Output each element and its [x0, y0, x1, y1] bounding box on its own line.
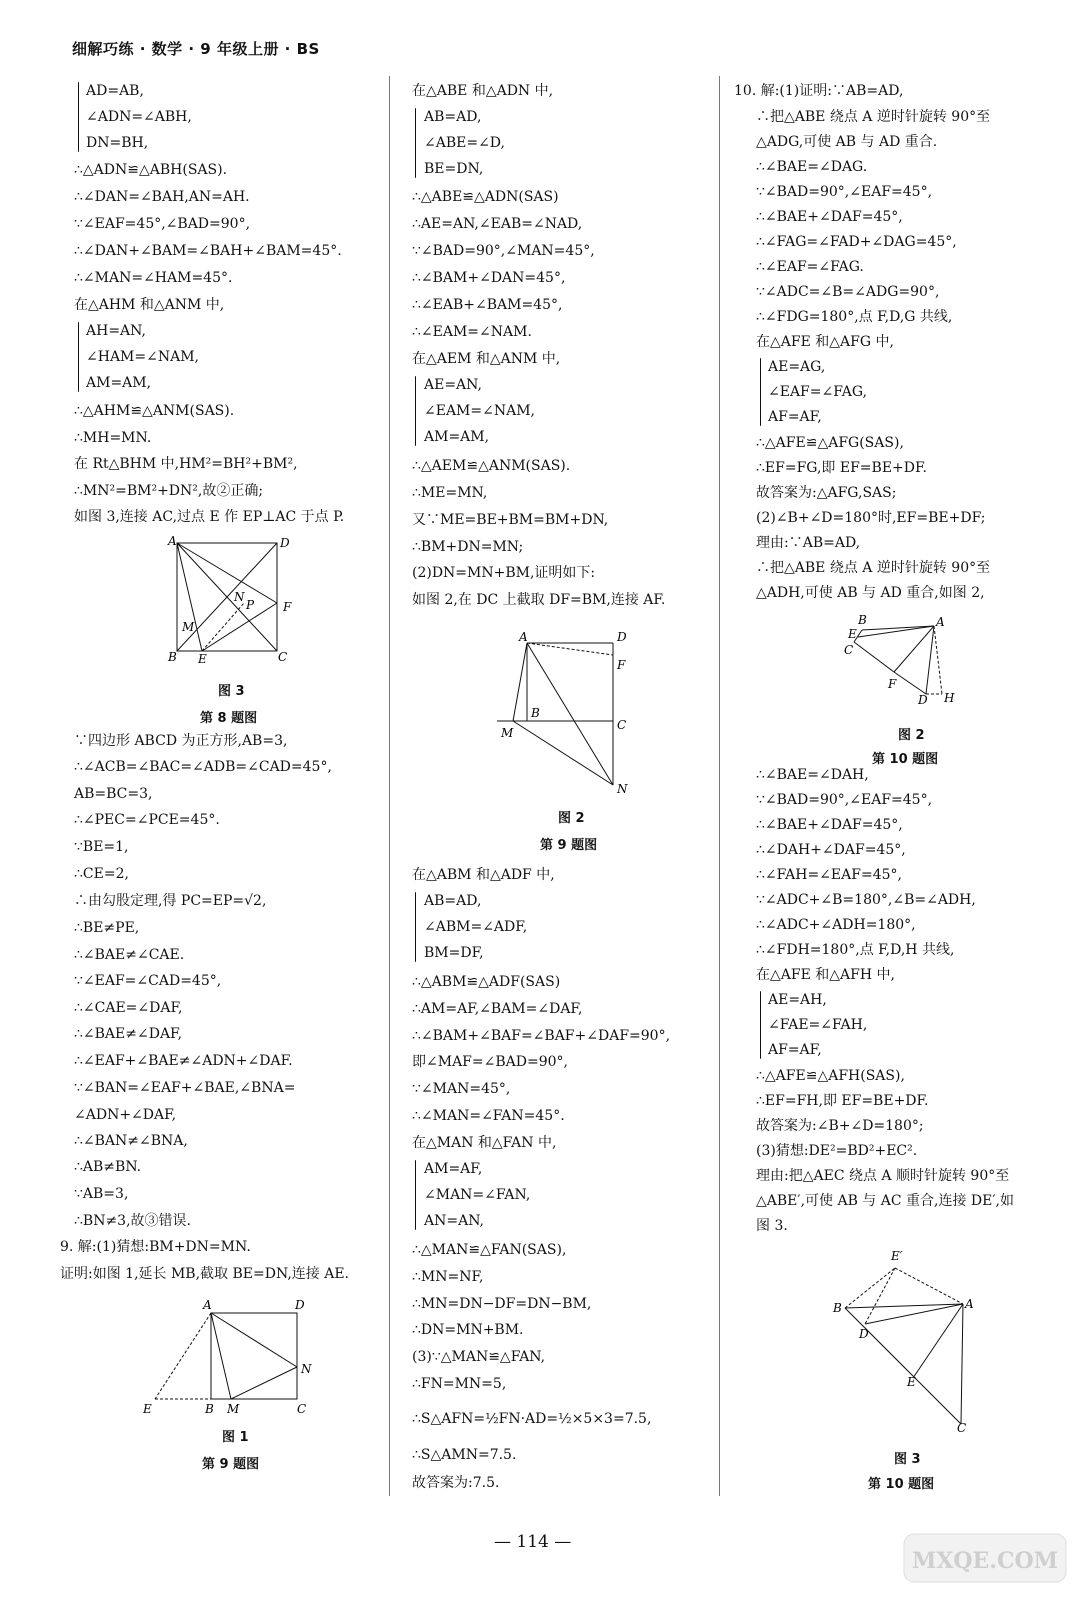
text-line: (2)∠B+∠D=180°时,EF=BE+DF; [756, 510, 986, 526]
text-line: 在△AEM 和△ANM 中, [412, 351, 561, 367]
text-line: (2)DN=MN+BM,证明如下: [412, 565, 596, 581]
text-line: (3)∵△MAN≌△FAN, [412, 1349, 546, 1365]
fig8-label-E: E [198, 652, 207, 665]
text-line: ∵∠BAN=∠EAF+∠BAE,∠BNA= [74, 1080, 296, 1096]
text-line: ∴∠DAH+∠DAF=45°, [756, 842, 906, 858]
text-line: 理由:把△AEC 绕点 A 顺时针旋转 90°至 [756, 1168, 1010, 1184]
text-line: ∴EF=FG,即 EF=BE+DF. [756, 460, 927, 476]
figure-10-3 [825, 1240, 985, 1435]
text-line: ∴∠BAE≠∠CAE. [74, 947, 185, 963]
fig8-label-B: B [168, 650, 177, 664]
watermark-logo [900, 1530, 1070, 1586]
fig9-2-label-A: A [519, 630, 528, 644]
text-line: 故答案为:△AFG,SAS; [756, 485, 897, 501]
text-line: BE=DN, [424, 161, 484, 177]
fig10-2-label-F: F [888, 677, 897, 691]
figure-caption: 第 8 题图 [200, 711, 258, 726]
figure-caption: 图 1 [222, 1430, 249, 1445]
figure-caption: 图 2 [558, 811, 585, 826]
text-line: ∴∠BAM+∠BAF=∠BAF+∠DAF=90°, [412, 1028, 671, 1044]
text-line: 如图 3,连接 AC,过点 E 作 EP⊥AC 于点 P. [74, 509, 345, 525]
text-line: ∠EAM=∠NAM, [424, 403, 536, 419]
text-line: ∴△AEM≌△ANM(SAS). [412, 458, 571, 474]
text-line: AH=AN, [86, 323, 146, 339]
text-line: AM=AF, [424, 1161, 483, 1177]
text-line: ∴△MAN≌△FAN(SAS), [412, 1242, 567, 1258]
text-line: 在△MAN 和△FAN 中, [412, 1135, 557, 1151]
text-line: ∴S△AFN=½FN·AD=½×5×3=7.5, [412, 1411, 652, 1427]
text-line: 在△ABE 和△ADN 中, [412, 83, 554, 99]
text-line: ∴MN=DN−DF=DN−BM, [412, 1296, 592, 1312]
text-line: ∴∠BAE=∠DAG. [756, 159, 868, 175]
text-line: 又∵ME=BE+BM=BM+DN, [412, 512, 609, 528]
text-line: ∴∠DAN+∠BAM=∠BAH+∠BAM=45°. [74, 243, 342, 259]
figure-caption: 图 3 [894, 1452, 921, 1467]
text-line: AD=AB, [86, 83, 144, 99]
fig9-1-label-B: B [205, 1402, 214, 1416]
text-line: ∴∠MAN=∠HAM=45°. [74, 270, 233, 286]
fig9-1-label-E: E [143, 1402, 152, 1416]
text-line: ∴BN≠3,故③错误. [74, 1213, 191, 1229]
text-line: ∴MN²=BM²+DN²,故②正确; [74, 483, 264, 499]
text-line: ∴BM+DN=MN; [412, 539, 524, 555]
text-line: ∴由勾股定理,得 PC=EP=√2, [74, 893, 267, 909]
text-line: ∵∠BAD=90°,∠EAF=45°, [756, 184, 933, 200]
text-line: AE=AN, [424, 377, 482, 393]
text-line: ∵AB=3, [74, 1186, 129, 1202]
text-line: ∴AE=AN,∠EAB=∠NAD, [412, 216, 583, 232]
text-line: ∴△AFE≌△AFH(SAS), [756, 1068, 905, 1084]
fig9-2-label-M: M [501, 726, 514, 740]
text-line: ∴∠BAE+∠DAF=45°, [756, 209, 903, 225]
figure-9-2 [495, 625, 645, 800]
figure-9-1 [135, 1295, 320, 1420]
text-line: 故答案为:7.5. [412, 1475, 500, 1491]
text-line: 在△AHM 和△ANM 中, [74, 297, 225, 313]
text-line: AN=AN, [424, 1213, 485, 1229]
text-line: ∴把△ABE 绕点 A 逆时针旋转 90°至 [756, 109, 991, 125]
fig8-label-N: N [234, 590, 245, 604]
text-line: ∴∠DAN=∠BAH,AN=AH. [74, 189, 250, 205]
fig9-1-label-N: N [301, 1362, 312, 1376]
column-divider [389, 76, 390, 1496]
text-line: ∠ADN=∠ABH, [86, 109, 192, 125]
text-line: ∴△ABE≌△ADN(SAS) [412, 189, 559, 205]
fig10-2-label-D: D [918, 693, 928, 707]
text-line: 10. 解:(1)证明:∵AB=AD, [734, 83, 904, 99]
fig10-3-label-A: A [965, 1297, 974, 1311]
text-line: ∵∠MAN=45°, [412, 1081, 511, 1097]
text-line: ∴△ABM≌△ADF(SAS) [412, 974, 561, 990]
fig10-2-label-H: H [944, 691, 955, 705]
text-line: ∠ADN+∠DAF, [74, 1107, 177, 1123]
text-line: ∠FAE=∠FAH, [768, 1017, 868, 1033]
text-line: ∴∠FAH=∠EAF=45°, [756, 867, 902, 883]
figure-caption: 图 2 [898, 728, 925, 743]
fig8-label-A: A [168, 535, 177, 548]
fig10-2-label-A: A [936, 615, 945, 629]
figure-10-2 [838, 610, 963, 710]
fig10-2-label-E: E [848, 627, 857, 641]
text-line: 图 3. [756, 1218, 788, 1234]
fig10-2-label-C: C [844, 643, 854, 657]
text-line: 即∠MAF=∠BAD=90°, [412, 1054, 568, 1070]
text-line: 理由:∵AB=AD, [756, 535, 861, 551]
figure-caption: 第 9 题图 [540, 838, 598, 853]
figure-caption: 第 9 题图 [202, 1457, 260, 1472]
text-line: ∴AB≠BN. [74, 1159, 142, 1175]
text-line: ∴∠PEC=∠PCE=45°. [74, 812, 220, 828]
figure-caption: 第 10 题图 [872, 752, 939, 767]
text-line: ∴FN=MN=5, [412, 1376, 507, 1392]
fig10-3-label-D: D [859, 1327, 869, 1341]
fig9-2-label-N: N [617, 782, 628, 796]
fig8-label-C: C [278, 650, 288, 664]
text-line: ∴∠CAE=∠DAF, [74, 1000, 183, 1016]
text-line: ∵∠ADC+∠B=180°,∠B=∠ADH, [756, 892, 976, 908]
fig9-2-label-D: D [617, 630, 627, 644]
text-line: ∵BE=1, [74, 839, 129, 855]
text-line: AB=AD, [424, 109, 482, 125]
text-line: ∠MAN=∠FAN, [424, 1187, 531, 1203]
text-line: 在△AFE 和△AFG 中, [756, 334, 894, 350]
text-line: ∵四边形 ABCD 为正方形,AB=3, [74, 733, 288, 749]
text-line: ∠HAM=∠NAM, [86, 349, 199, 365]
text-line: 9. 解:(1)猜想:BM+DN=MN. [60, 1239, 251, 1255]
text-line: ∴CE=2, [74, 866, 129, 882]
fig10-3-label-C: C [957, 1421, 967, 1435]
text-line: AF=AF, [768, 1042, 822, 1058]
text-line: ∴S△AMN=7.5. [412, 1447, 517, 1463]
text-line: ∠ABM=∠ADF, [424, 919, 528, 935]
text-line: ∴∠BAE≠∠DAF, [74, 1026, 183, 1042]
fig10-3-label-B: B [833, 1301, 842, 1315]
text-line: ∴MN=NF, [412, 1269, 484, 1285]
text-line: ∵∠ADC=∠B=∠ADG=90°, [756, 284, 940, 300]
text-line: ∵∠BAD=90°,∠EAF=45°, [756, 792, 933, 808]
fig8-label-F: F [283, 600, 292, 614]
text-line: ∴EF=FH,即 EF=BE+DF. [756, 1093, 929, 1109]
page-header: 细解巧练 · 数学 · 9 年级上册 · BS [72, 40, 320, 58]
text-line: 在△ABM 和△ADF 中, [412, 867, 555, 883]
fig9-2-label-B: B [531, 706, 540, 720]
text-line: AE=AG, [768, 359, 826, 375]
text-line: AF=AF, [768, 409, 822, 425]
text-line: ∠ABE=∠D, [424, 135, 505, 151]
text-line: ∴∠ADC+∠ADH=180°, [756, 917, 916, 933]
fig9-2-label-F: F [617, 658, 626, 672]
text-line: 如图 2,在 DC 上截取 DF=BM,连接 AF. [412, 592, 666, 608]
text-line: AB=BC=3, [74, 786, 153, 802]
figure-caption: 图 3 [218, 684, 245, 699]
text-line: ∴∠EAF=∠FAG. [756, 259, 864, 275]
text-line: ∵∠EAF=45°,∠BAD=90°, [74, 216, 251, 232]
text-line: ∴ME=MN, [412, 485, 488, 501]
fig9-1-label-D: D [295, 1298, 305, 1312]
fig10-3-label-E-prime: E′ [891, 1249, 903, 1263]
text-line: AM=AM, [86, 375, 152, 391]
text-line: ∴∠EAM=∠NAM. [412, 324, 532, 340]
fig9-2-label-C: C [617, 718, 627, 732]
text-line: ∴AM=AF,∠BAM=∠DAF, [412, 1001, 583, 1017]
svg-text:MXQE.COM: MXQE.COM [911, 1548, 1059, 1574]
text-line: ∴∠BAN≠∠BNA, [74, 1133, 188, 1149]
fig10-2-label-B: B [858, 613, 867, 627]
text-line: DN=BH, [86, 135, 149, 151]
text-line: △ADH,可使 AB 与 AD 重合,如图 2, [756, 585, 985, 601]
text-line: ∴∠FDG=180°,点 F,D,G 共线, [756, 309, 953, 325]
text-line: BM=DF, [424, 945, 484, 961]
text-line: ∴∠BAM+∠DAN=45°, [412, 270, 566, 286]
text-line: 在△AFE 和△AFH 中, [756, 967, 895, 983]
figure-8 [160, 535, 300, 665]
text-line: ∴△AFE≌△AFG(SAS), [756, 435, 904, 451]
text-line: ∴∠MAN=∠FAN=45°. [412, 1108, 565, 1124]
text-line: ∴∠FDH=180°,点 F,D,H 共线, [756, 942, 955, 958]
text-line: ∴DN=MN+BM. [412, 1322, 524, 1338]
text-line: ∴把△ABE 绕点 A 逆时针旋转 90°至 [756, 560, 991, 576]
text-line: AM=AM, [424, 429, 490, 445]
fig9-1-label-M: M [227, 1402, 240, 1416]
fig10-3-label-E: E [907, 1375, 916, 1389]
figure-caption: 第 10 题图 [868, 1477, 935, 1492]
fig8-label-P: P [246, 598, 255, 612]
text-line: △ADG,可使 AB 与 AD 重合. [756, 134, 938, 150]
text-line: ∴∠ACB=∠BAC=∠ADB=∠CAD=45°, [74, 759, 332, 775]
text-line: (3)猜想:DE²=BD²+EC². [756, 1143, 918, 1159]
text-line: ∴△ADN≌△ABH(SAS). [74, 162, 228, 178]
text-line: △ABE′,可使 AB 与 AC 重合,连接 DE′,如 [756, 1193, 1015, 1209]
text-line: ∵∠BAD=90°,∠MAN=45°, [412, 243, 595, 259]
fig9-1-label-C: C [297, 1402, 307, 1416]
page-number: — 114 — [494, 1532, 572, 1552]
text-line: ∴∠BAE=∠DAH, [756, 767, 869, 783]
fig8-label-D: D [280, 536, 290, 550]
text-line: 证明:如图 1,延长 MB,截取 BE=DN,连接 AE. [60, 1266, 349, 1282]
fig8-label-M: M [182, 620, 195, 634]
text-line: AB=AD, [424, 893, 482, 909]
text-line: ∵∠EAF=∠CAD=45°, [74, 973, 222, 989]
text-line: 在 Rt△BHM 中,HM²=BH²+BM², [74, 456, 298, 472]
column-divider [719, 76, 720, 1496]
text-line: ∴∠FAG=∠FAD+∠DAG=45°, [756, 234, 957, 250]
text-line: ∠EAF=∠FAG, [768, 384, 867, 400]
text-line: ∴△AHM≌△ANM(SAS). [74, 403, 235, 419]
fig9-1-label-A: A [203, 1298, 212, 1312]
text-line: ∴∠EAF+∠BAE≠∠ADN+∠DAF. [74, 1053, 293, 1069]
text-line: ∴∠EAB+∠BAM=45°, [412, 297, 563, 313]
text-line: ∴MH=MN. [74, 430, 152, 446]
text-line: 故答案为:∠B+∠D=180°; [756, 1118, 924, 1134]
text-line: ∴BE≠PE, [74, 920, 140, 936]
text-line: ∴∠BAE+∠DAF=45°, [756, 817, 903, 833]
text-line: AE=AH, [768, 992, 827, 1008]
